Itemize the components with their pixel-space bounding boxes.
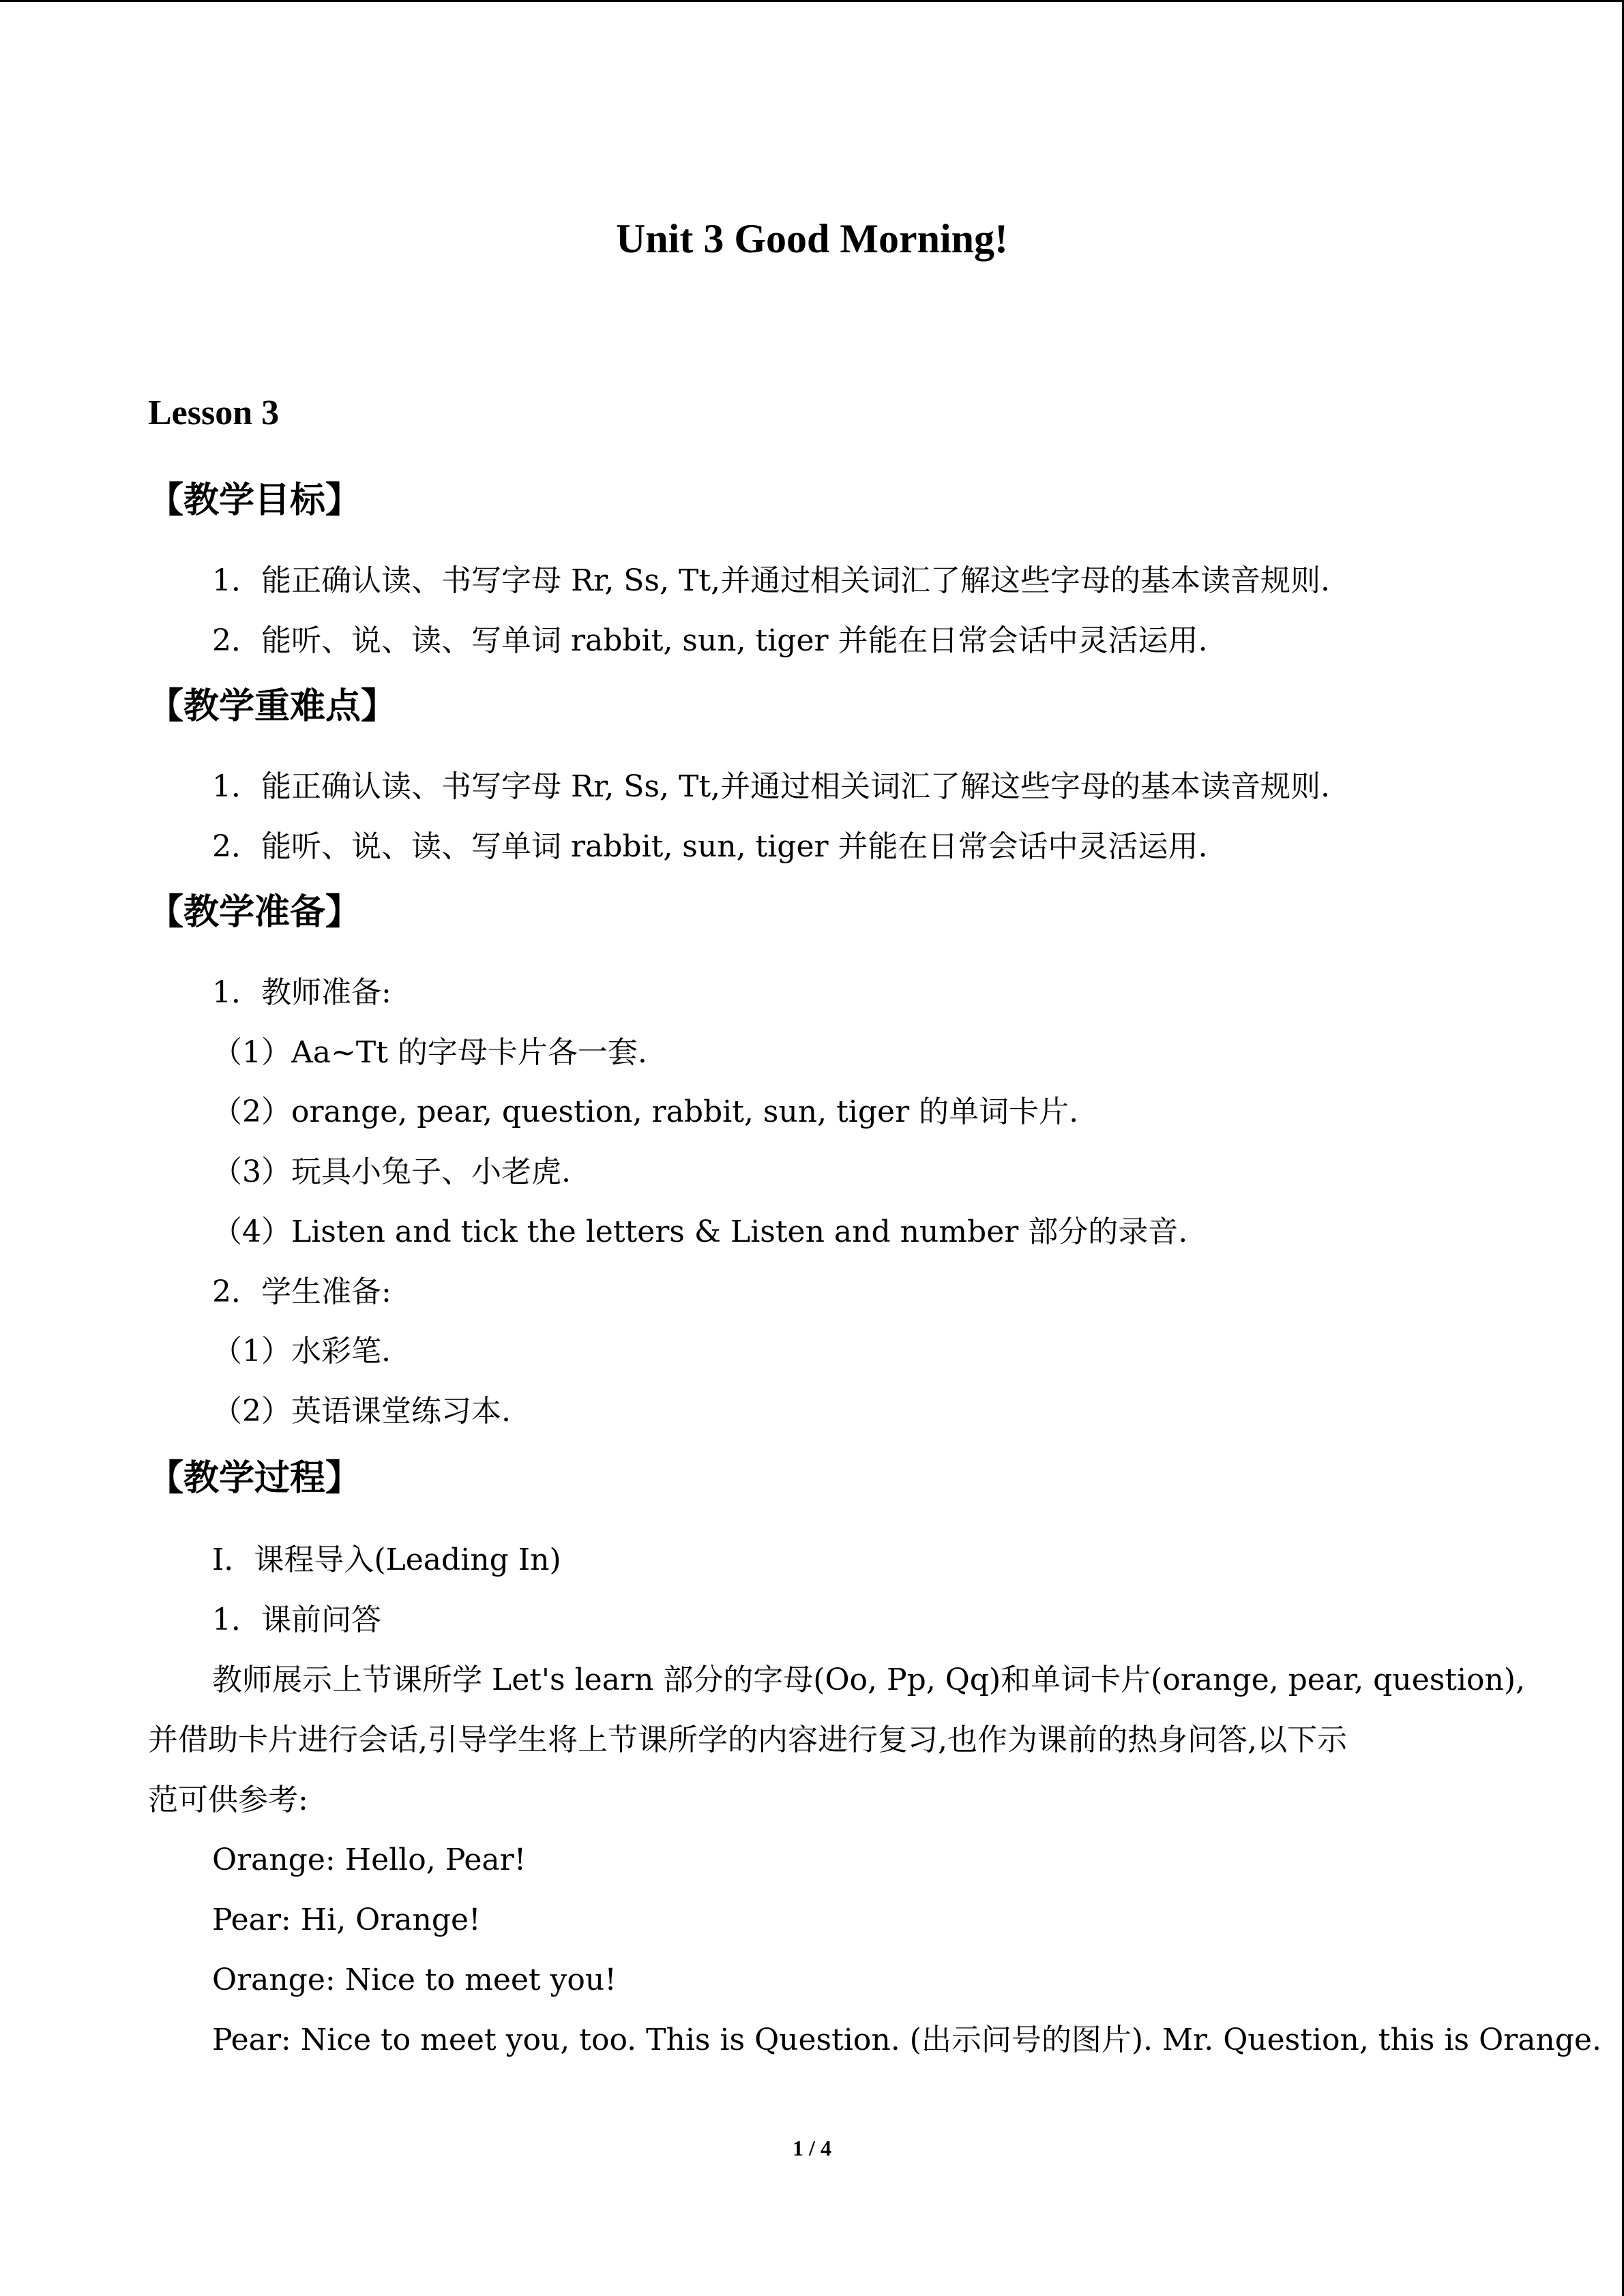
teacher-prep-item: （1）Aa~Tt 的字母卡片各一套. [212, 1035, 647, 1070]
page-title: Unit 3 Good Morning! [615, 216, 1009, 261]
paragraph-line: 范可供参考: [148, 1783, 308, 1817]
section-heading-goals: 【教学目标】 [148, 479, 361, 521]
page-border-top [0, 0, 1624, 2]
teacher-prep-item: （3）玩具小兔子、小老虎. [212, 1154, 571, 1189]
dialogue-line: Pear: Nice to meet you, too. This is Question. (出示问号的图片). Mr. Question, this is Orange. [212, 2023, 1601, 2057]
keypoint-item: 2．能听、说、读、写单词 rabbit, sun, tiger 并能在日常会话中灵活运用. [212, 829, 1208, 864]
step-heading: Ⅰ．课程导入(Leading In) [212, 1542, 561, 1577]
teacher-prep-label: 1．教师准备: [212, 975, 392, 1010]
paragraph-line: 并借助卡片进行会话,引导学生将上节课所学的内容进行复习,也作为课前的热身问答,以下示 [148, 1723, 1347, 1757]
section-heading-keypoints: 【教学重难点】 [148, 685, 397, 727]
student-prep-item: （1）水彩笔. [212, 1334, 391, 1369]
student-prep-item: （2）英语课堂练习本. [212, 1394, 511, 1429]
section-heading-prep: 【教学准备】 [148, 891, 361, 933]
section-heading-process: 【教学过程】 [148, 1457, 361, 1499]
page-number: 1 / 4 [793, 2136, 831, 2160]
sub-step-heading: 1．课前问答 [212, 1602, 381, 1637]
dialogue-line: Orange: Nice to meet you! [212, 1963, 617, 1997]
dialogue-line: Orange: Hello, Pear! [212, 1843, 527, 1877]
lesson-heading: Lesson 3 [148, 393, 280, 432]
teacher-prep-item: （2）orange, pear, question, rabbit, sun, tiger 的单词卡片. [212, 1094, 1079, 1129]
keypoint-item: 1．能正确认读、书写字母 Rr, Ss, Tt,并通过相关词汇了解这些字母的基本读音规则. [212, 769, 1330, 804]
student-prep-label: 2．学生准备: [212, 1274, 392, 1309]
goal-item: 2．能听、说、读、写单词 rabbit, sun, tiger 并能在日常会话中灵活运用. [212, 623, 1208, 658]
paragraph-line: 教师展示上节课所学 Let's learn 部分的字母(Oo, Pp, Qq)和单词卡片(orange, pear, question), [212, 1663, 1526, 1697]
goal-item: 1．能正确认读、书写字母 Rr, Ss, Tt,并通过相关词汇了解这些字母的基本读音规则. [212, 563, 1330, 598]
dialogue-line: Pear: Hi, Orange! [212, 1903, 481, 1937]
teacher-prep-item: （4）Listen and tick the letters & Listen and number 部分的录音. [212, 1214, 1188, 1249]
